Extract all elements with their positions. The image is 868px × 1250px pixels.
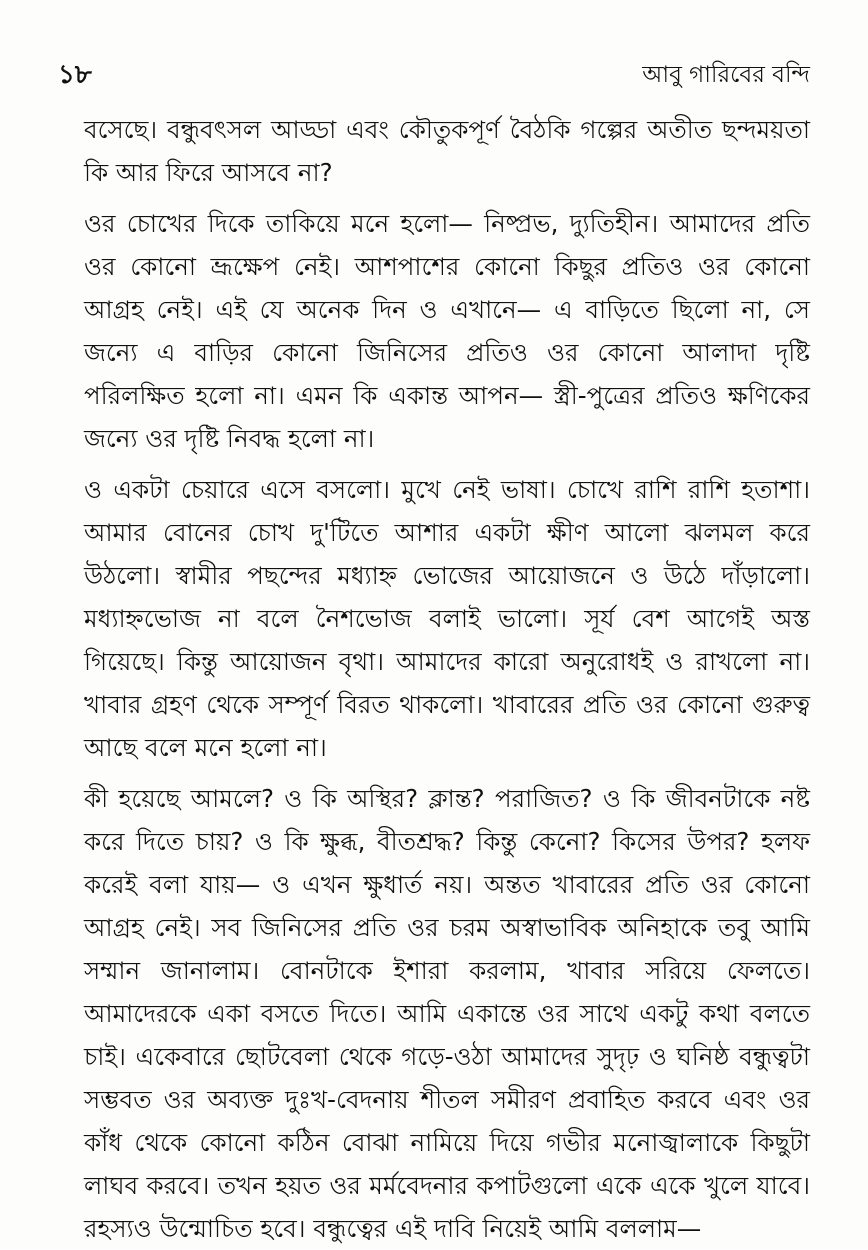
- body-text: [84, 108, 810, 1250]
- page-header: [58, 50, 810, 94]
- page-number: ১৮: [58, 60, 92, 90]
- running-title: আবু গারিবের বন্দি: [642, 62, 810, 88]
- paragraph: ও একটা চেয়ারে এসে বসলো। মুখে নেই ভাষা। চোখে রাশি রাশি হতাশা। আমার বোনের চোখ দু'টিতে আশার একটা ক্ষীণ আলো ঝলমল করে উঠলো। স্বামীর পছন্দের মধ্যাহ্ন ভোজের আয়োজনে ও উঠে দাঁড়ালো। মধ্যাহ্নভোজ না বলে নৈশভোজ বলাই ভালো। সূর্য বেশ আগেই অস্ত গিয়েছে। কিন্তু আয়োজন বৃথা। আমাদের কারো অনুরোধই ও রাখলো না। খাবার গ্রহণ থেকে সম্পূর্ণ বিরত থাকলো। খাবারের প্রতি ওর কোনো গুরুত্ব আছে বলে মনে হলো না।: [84, 475, 810, 762]
- paragraph: বসেছে। বন্ধুবৎসল আড্ডা এবং কৌতুকপূর্ণ বৈঠকি গল্পের অতীত ছন্দময়তা কি আর ফিরে আসবে না?: [84, 115, 810, 187]
- paragraph: ওর চোখের দিকে তাকিয়ে মনে হলো— নিষ্প্রভ, দ্যুতিহীন। আমাদের প্রতি ওর কোনো ভ্রূক্ষেপ নেই। আশপাশের কোনো কিছুর প্রতিও ওর কোনো আগ্রহ নেই। এই যে অনেক দিন ও এখানে— এ বাড়িতে ছিলো না, সে জন্যে এ বাড়ির কোনো জিনিসের প্রতিও ওর কোনো আলাদা দৃষ্টি পরিলক্ষিত হলো না। এমন কি একান্ত আপন— স্ত্রী-পুত্রের প্রতিও ক্ষণিকের জন্যে ওর দৃষ্টি নিবদ্ধ হলো না।: [84, 209, 810, 453]
- paragraph: কী হয়েছে আমলে? ও কি অস্থির? ক্লান্ত? পরাজিত? ও কি জীবনটাকে নষ্ট করে দিতে চায়? ও কি ক্ষুব্ধ, বীতশ্রদ্ধ? কিন্তু কেনো? কিসের উপর? হলফ করেই বলা যায়— ও এখন ক্ষুধার্ত নয়। অন্তত খাবারের প্রতি ওর কোনো আগ্রহ নেই। সব জিনিসের প্রতি ওর চরম অস্বাভাবিক অনিহাকে তবু আমি সম্মান জানালাম। বোনটাকে ইশারা করলাম, খাবার সরিয়ে ফেলতে। আমাদেরকে একা বসতে দিতে। আমি একান্তে ওর সাথে একটু কথা বলতে চাই। একেবারে ছোটবেলা থেকে গড়ে-ওঠা আমাদের সুদৃঢ় ও ঘনিষ্ঠ বন্ধুত্বটা সম্ভবত ওর অব্যক্ত দুঃখ-বেদনায় শীতল সমীরণ প্রবাহিত করবে এবং ওর কাঁধ থেকে কোনো কঠিন বোঝা নামিয়ে দিয়ে গভীর মনোজ্বালাকে কিছুটা লাঘব করবে। তখন হয়ত ওর মর্মবেদনার কপাটগুলো একে একে খুলে যাবে। রহস্যও উন্মোচিত হবে। বন্ধুত্বের এই দাবি নিয়েই আমি বললাম—: [84, 784, 810, 1243]
